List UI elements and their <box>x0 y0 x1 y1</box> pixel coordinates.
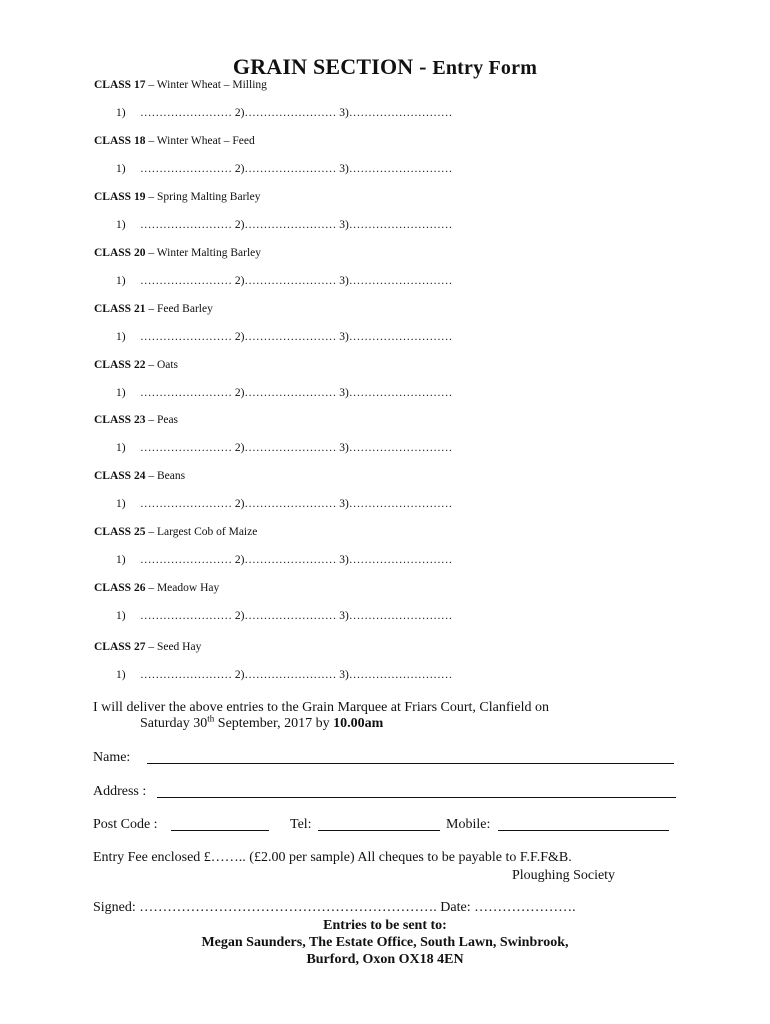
class-description: – Feed Barley <box>145 303 213 315</box>
mobile-field[interactable] <box>498 830 669 831</box>
class-heading <box>94 359 178 371</box>
tel-label: Tel: <box>290 817 312 832</box>
class-number: CLASS 18 <box>94 135 146 147</box>
send-address-line-2: Burford, Oxon OX18 4EN <box>306 952 464 967</box>
class-description: – Beans <box>145 470 186 482</box>
delivery-line-2: Saturday 30th September, 2017 by 10.00am <box>140 713 384 731</box>
class-description: – Winter Wheat – Feed <box>145 135 255 147</box>
entry-line[interactable]: 1) …………………… 2)…………………… 3)……………………… <box>116 387 453 399</box>
class-number: CLASS 21 <box>94 303 146 315</box>
entry-line[interactable]: 1) …………………… 2)…………………… 3)……………………… <box>116 219 453 231</box>
class-heading <box>94 526 257 538</box>
delivery-line-1: I will deliver the above entries to the Grain Marquee at Friars Court, Clanfield on <box>93 700 550 715</box>
address-label: Address : <box>93 784 147 799</box>
class-description: – Winter Wheat – Milling <box>145 79 267 91</box>
class-number: CLASS 20 <box>94 247 146 259</box>
class-heading <box>94 79 267 91</box>
class-heading <box>94 303 213 315</box>
class-number: CLASS 24 <box>94 470 146 482</box>
entry-line[interactable]: 1) …………………… 2)…………………… 3)……………………… <box>116 554 453 566</box>
title-main: GRAIN SECTION - <box>232 54 433 79</box>
class-heading <box>94 470 185 482</box>
mobile-label: Mobile: <box>446 817 491 832</box>
postcode-field[interactable] <box>171 830 269 831</box>
title-sub: Entry Form <box>432 57 538 79</box>
entry-line[interactable]: 1) …………………… 2)…………………… 3)……………………… <box>116 107 453 119</box>
class-description: – Meadow Hay <box>145 582 220 594</box>
entry-line[interactable]: 1) …………………… 2)…………………… 3)……………………… <box>116 669 453 681</box>
entry-line[interactable]: 1) …………………… 2)…………………… 3)……………………… <box>116 163 453 175</box>
class-description: – Spring Malting Barley <box>145 191 261 203</box>
class-number: CLASS 23 <box>94 414 146 426</box>
address-field[interactable] <box>157 797 676 798</box>
class-heading <box>94 582 219 594</box>
send-address-line-1: Megan Saunders, The Estate Office, South Lawn, Swinbrook, <box>201 935 569 950</box>
class-description: – Oats <box>145 359 179 371</box>
class-heading <box>94 135 255 147</box>
class-number: CLASS 22 <box>94 359 146 371</box>
class-description: – Seed Hay <box>145 641 202 653</box>
class-heading <box>94 641 201 653</box>
postcode-label: Post Code : <box>93 817 158 832</box>
class-number: CLASS 27 <box>94 641 146 653</box>
name-field[interactable] <box>147 763 674 764</box>
entry-line[interactable]: 1) …………………… 2)…………………… 3)……………………… <box>116 498 453 510</box>
form-title <box>0 54 770 80</box>
class-number: CLASS 17 <box>94 79 146 91</box>
entries-sent-heading: Entries to be sent to: <box>323 918 447 933</box>
entry-line[interactable]: 1) …………………… 2)…………………… 3)……………………… <box>116 331 453 343</box>
class-description: – Peas <box>145 414 179 426</box>
fee-line-1: Entry Fee enclosed £…….. (£2.00 per sample) All cheques to be payable to F.F.F&B. <box>93 850 572 865</box>
signed-date-line[interactable]: Signed: ………………………………………………………. Date: …………………. <box>93 900 576 915</box>
fee-line-2: Ploughing Society <box>512 868 616 883</box>
class-description: – Largest Cob of Maize <box>145 526 258 538</box>
class-description: – Winter Malting Barley <box>145 247 262 259</box>
entry-line[interactable]: 1) …………………… 2)…………………… 3)……………………… <box>116 610 453 622</box>
class-number: CLASS 19 <box>94 191 146 203</box>
entry-line[interactable]: 1) …………………… 2)…………………… 3)……………………… <box>116 275 453 287</box>
name-label: Name: <box>93 750 131 765</box>
entry-line[interactable]: 1) …………………… 2)…………………… 3)……………………… <box>116 442 453 454</box>
class-number: CLASS 26 <box>94 582 146 594</box>
class-number: CLASS 25 <box>94 526 146 538</box>
class-heading <box>94 247 261 259</box>
tel-field[interactable] <box>318 830 440 831</box>
class-heading <box>94 191 260 203</box>
class-heading <box>94 414 178 426</box>
